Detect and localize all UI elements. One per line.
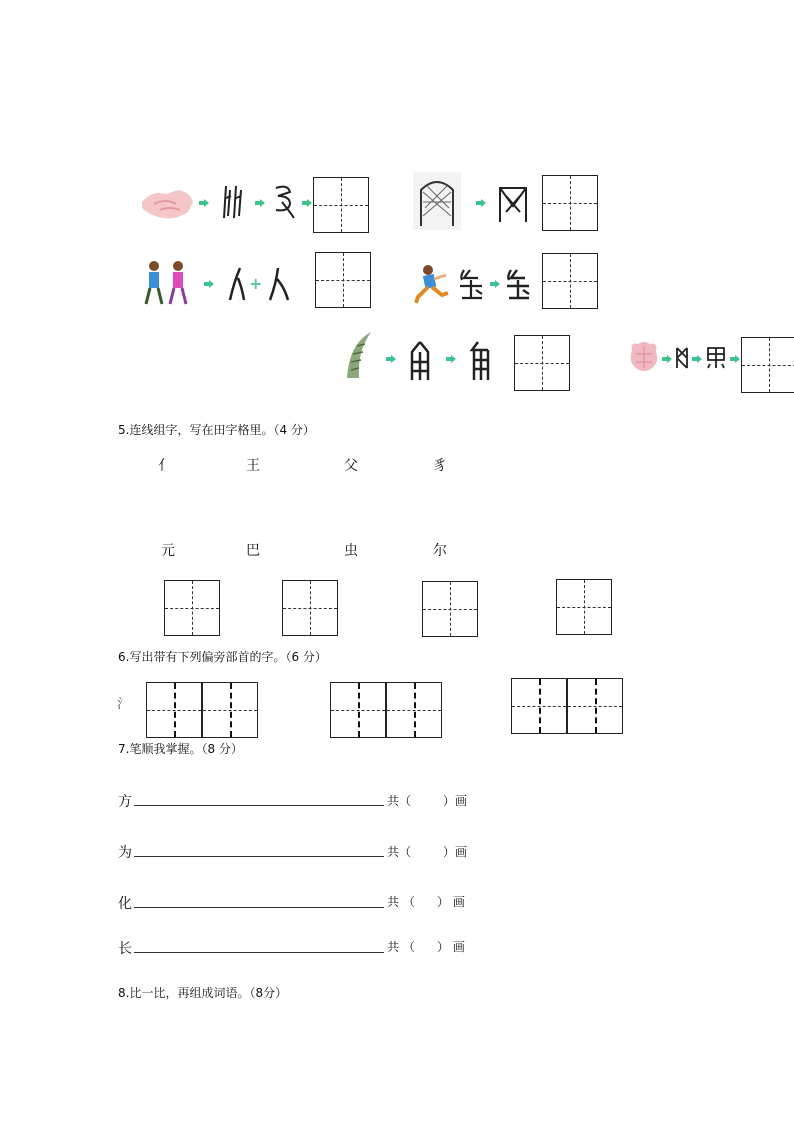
tianzige-box[interactable] [422,581,478,637]
top-char-4[interactable]: 豸 [433,458,447,474]
arrow-icon [662,355,672,363]
answer-line[interactable] [134,856,384,857]
stroke-count-close: ）画 [443,845,468,859]
two-people-picture [140,258,194,308]
bottom-char-4[interactable]: 尔 [433,543,447,559]
tianzige-box[interactable] [164,580,220,636]
stroke-count-open: 共（ [387,794,412,808]
radical-label: 氵 [117,697,131,712]
arrow-icon [446,355,456,363]
question-6-title: 6.写出带有下列偏旁部首的字。（6 分） [118,650,327,664]
question-7-title: 7.笔顺我掌握。（8 分） [118,742,243,756]
tianzige-box[interactable] [542,175,598,231]
arrow-icon [476,199,486,207]
arrow-icon [490,280,500,288]
stroke-row-char: 方 [118,794,132,810]
ancient-glyph-7 [503,268,533,300]
tianzige-box[interactable] [514,335,570,391]
tianzige-box[interactable] [741,337,794,393]
stroke-row-char: 为 [118,845,132,861]
handshake-picture [140,182,195,226]
stroke-count-close: ） 画 [437,895,465,909]
ancient-glyph-1 [222,182,244,222]
arrow-icon [255,199,265,207]
tianzige-box[interactable] [567,678,623,734]
question-8-title: 8.比一比，再组成词语。（8分） [118,986,288,1000]
ancient-glyph-11 [705,344,727,370]
tianzige-box[interactable] [511,678,567,734]
bottom-char-3[interactable]: 虫 [344,543,358,559]
ancient-glyph-2 [272,182,296,222]
horn-picture [343,330,375,380]
arrow-icon [692,355,702,363]
ancient-glyph-8 [408,340,432,382]
ancient-glyph-10 [674,346,690,370]
ancient-glyph-4 [228,264,246,304]
ancient-glyph-5 [268,264,290,304]
ancient-glyph-9 [468,340,494,382]
tianzige-box[interactable] [282,580,338,636]
question-5-title: 5.连线组字，写在田字格里。（4 分） [118,423,315,437]
tianzige-box[interactable] [386,682,442,738]
stroke-count-close: ） 画 [437,940,465,954]
tianzige-box[interactable] [313,177,369,233]
tianzige-box[interactable] [146,682,202,738]
tianzige-box[interactable] [556,579,612,635]
stroke-count-open: 共 （ [387,940,415,954]
arrow-icon [386,355,396,363]
stroke-row-char: 长 [118,941,132,957]
stroke-count-open: 共 （ [387,895,415,909]
stroke-row-char: 化 [118,896,132,912]
arrow-icon [204,280,214,288]
answer-line[interactable] [134,805,384,806]
answer-line[interactable] [134,952,384,953]
ancient-glyph-3 [496,182,530,224]
arrow-icon [302,199,312,207]
pink-object-picture [628,340,660,374]
net-picture [413,172,461,230]
ancient-glyph-6 [456,268,486,300]
bottom-char-1[interactable]: 元 [161,543,175,559]
arrow-icon [730,355,740,363]
arrow-icon [199,199,209,207]
stroke-count-open: 共（ [387,845,412,859]
tianzige-box[interactable] [542,253,598,309]
tianzige-box[interactable] [330,682,386,738]
bottom-char-2[interactable]: 巴 [246,543,260,559]
plus-icon: + [249,274,263,293]
top-char-2[interactable]: 王 [246,458,260,474]
top-char-1[interactable]: 亻 [158,458,172,474]
top-char-3[interactable]: 父 [344,458,358,474]
stroke-count-close: ）画 [443,794,468,808]
answer-line[interactable] [134,907,384,908]
running-man-picture [414,263,454,305]
tianzige-box[interactable] [315,252,371,308]
tianzige-box[interactable] [202,682,258,738]
